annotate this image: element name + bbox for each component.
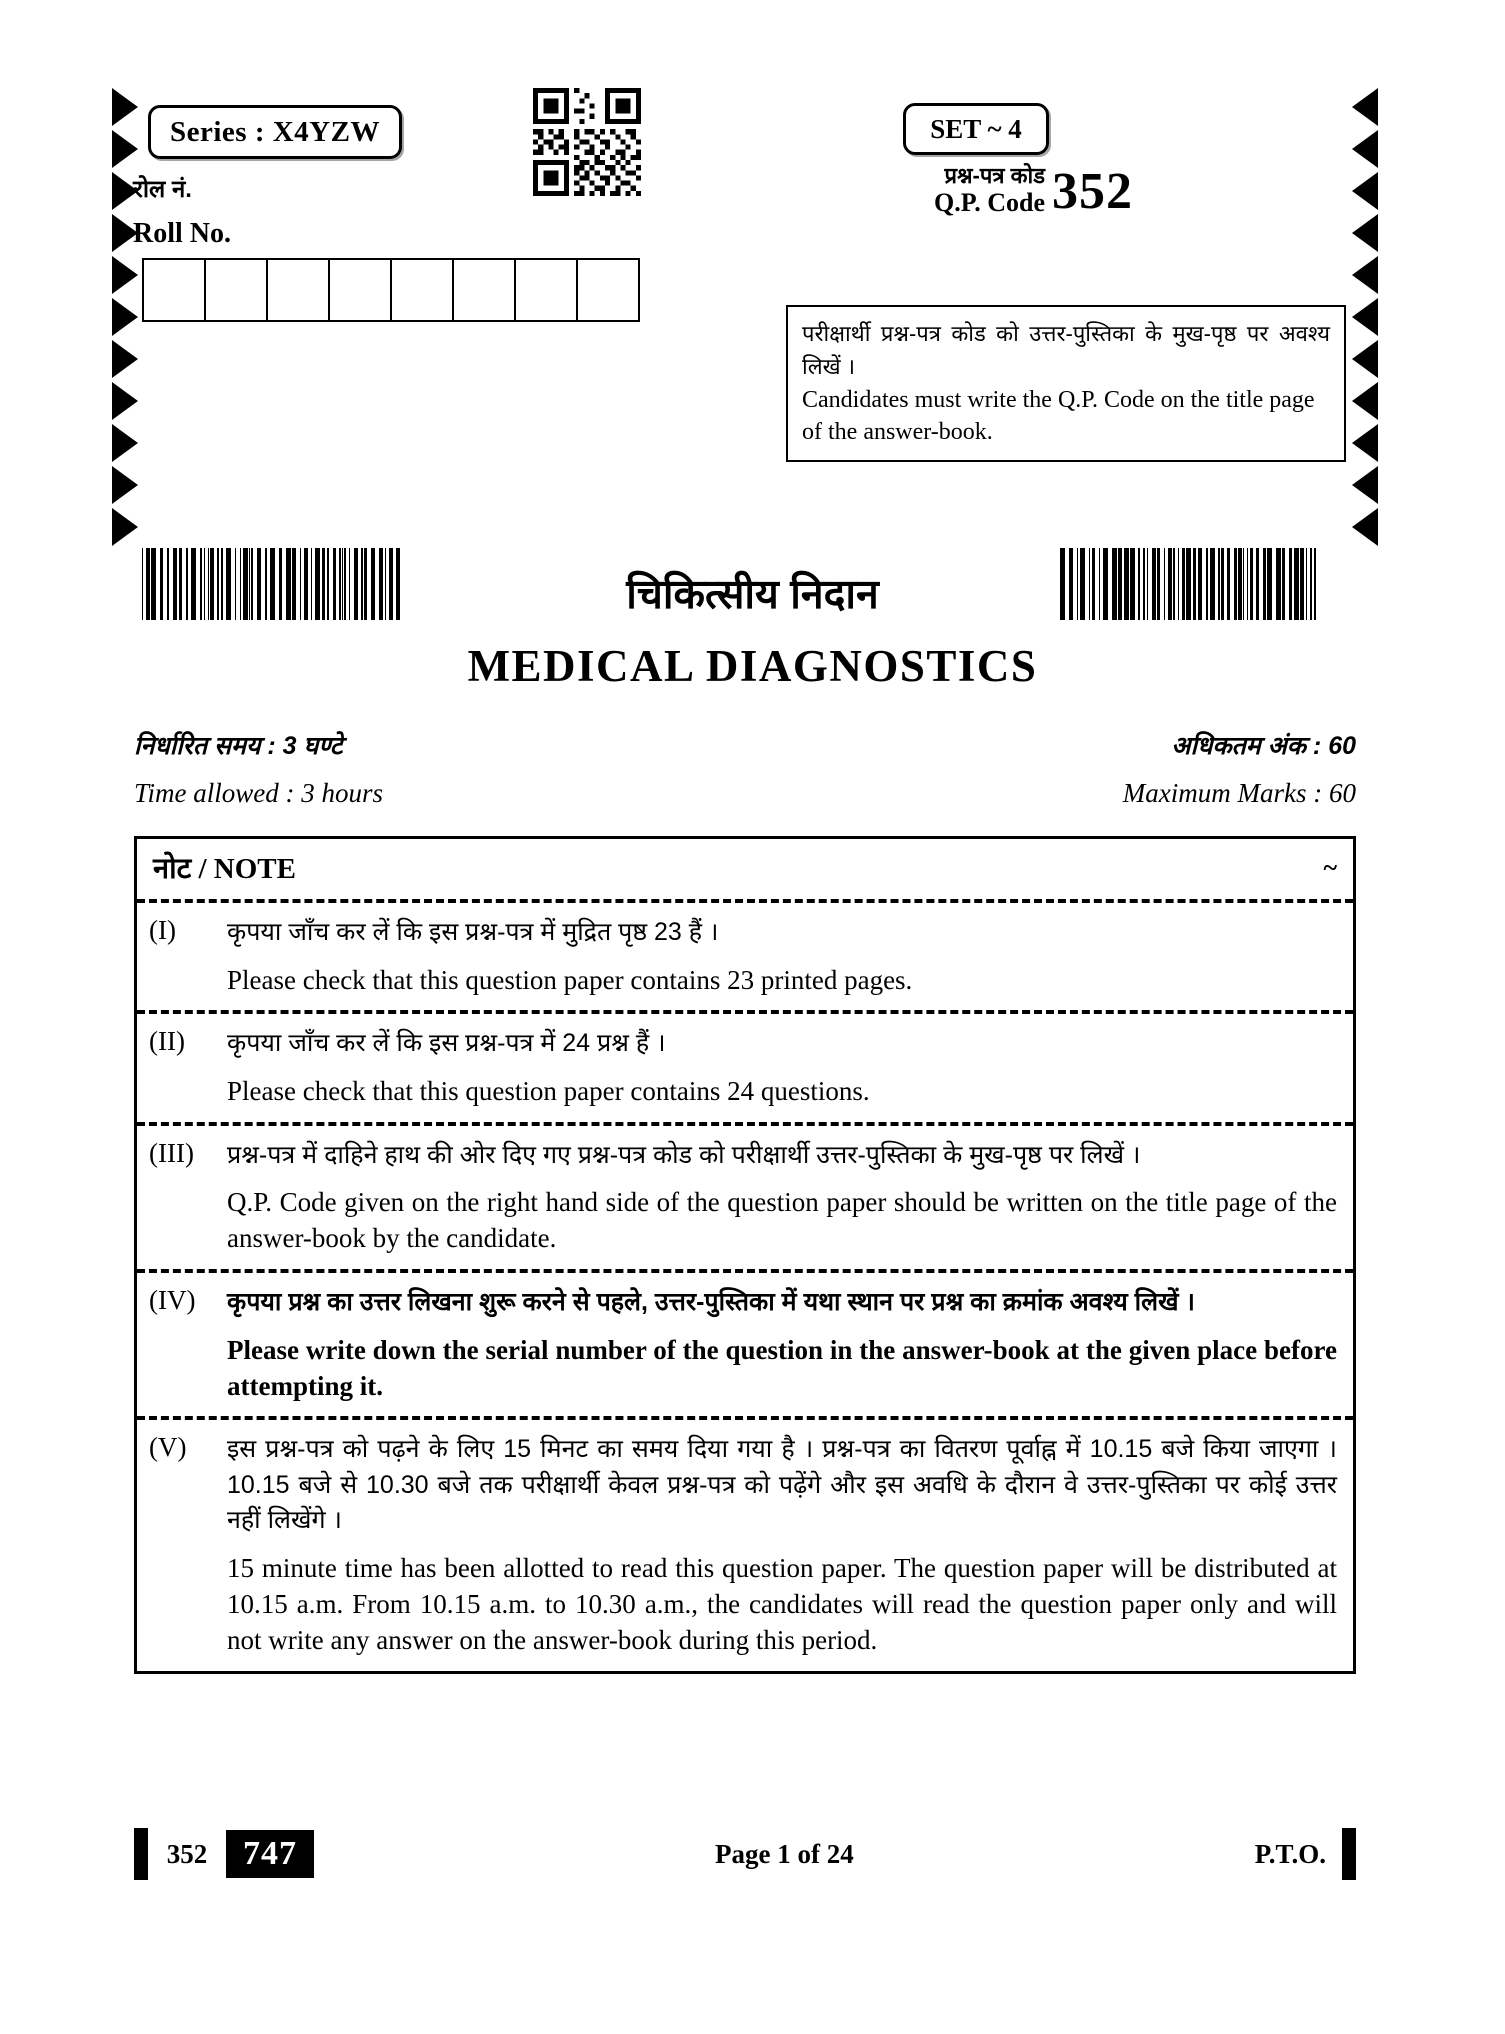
triangle-marker-icon <box>1352 256 1378 294</box>
footer-left-edge <box>134 1828 148 1880</box>
triangle-marker-icon <box>112 298 138 336</box>
triangle-marker-icon <box>1352 466 1378 504</box>
footer-right-edge <box>1342 1828 1356 1880</box>
note-item-english: Please check that this question paper contains 24 questions. <box>227 1075 870 1106</box>
note-item-number: (I) <box>149 915 176 945</box>
triangle-marker-icon <box>1352 298 1378 336</box>
roll-no-cell[interactable] <box>390 258 454 322</box>
note-item-hindi: कृपया प्रश्न का उत्तर लिखना शुरू करने से पहले, उत्तर-पुस्तिका में यथा स्थान पर प्रश्न का क्रमांक अवश्य लिखें । <box>227 1288 1195 1317</box>
meta-row-hindi <box>134 728 1356 762</box>
set-label: SET ~ 4 <box>930 113 1022 144</box>
footer-paper-code: 352 <box>166 1838 208 1869</box>
maximum-marks-english: Maximum Marks : 60 <box>1122 778 1356 808</box>
roll-no-label-hindi: रोल नं. <box>133 176 192 203</box>
triangle-marker-icon <box>1352 88 1378 126</box>
note-item-number: (III) <box>149 1137 194 1168</box>
maximum-marks-hindi: अधिकतम अंक : 60 <box>1171 732 1356 760</box>
triangle-marker-icon <box>112 508 138 546</box>
note-item-hindi: इस प्रश्न-पत्र को पढ़ने के लिए 15 मिनट का समय दिया गया है । प्रश्न-पत्र का वितरण पूर्वाह्न में 10.15 बजे किया जाएगा । 10.15 बजे से 10.30 बजे तक परीक्षार्थी केवल प्रश्न-पत्र को पढ़ेंगे और इस अवधि के दौरान वे उत्तर-पुस्तिका पर कोई उत्तर नहीं लिखेंगे । <box>227 1435 1337 1535</box>
qp-code-label-english: Q.P. Code <box>934 188 1045 218</box>
note-item-body <box>227 1285 1337 1404</box>
triangle-marker-icon <box>1352 508 1378 546</box>
qp-code-block <box>795 163 1045 218</box>
note-heading-row <box>137 839 1353 899</box>
triangle-marker-icon <box>112 88 138 126</box>
triangle-marker-icon <box>1352 424 1378 462</box>
triangle-marker-icon <box>1352 340 1378 378</box>
subject-title-hindi: चिकित्सीय निदान <box>626 571 879 617</box>
triangle-marker-icon <box>112 130 138 168</box>
triangle-marker-icon <box>1352 130 1378 168</box>
roll-no-cell[interactable] <box>514 258 578 322</box>
qr-code-icon <box>533 88 641 196</box>
qp-code-label-hindi: प्रश्न-पत्र कोड <box>944 163 1045 188</box>
time-allowed-hindi: निर्धारित समय : 3 घण्टे <box>134 732 343 760</box>
roll-no-cell[interactable] <box>204 258 268 322</box>
set-box <box>903 103 1049 155</box>
triangle-marker-icon <box>112 256 138 294</box>
triangle-marker-icon <box>1352 172 1378 210</box>
note-item-body <box>227 1026 1337 1109</box>
candidate-instruction-english: Candidates must write the Q.P. Code on the title page of the answer-book. <box>802 387 1315 445</box>
triangle-marker-icon <box>1352 382 1378 420</box>
triangle-marker-icon <box>1352 214 1378 252</box>
triangle-marker-icon <box>112 340 138 378</box>
note-item <box>137 1126 1353 1269</box>
roll-no-input-boxes[interactable] <box>142 258 638 322</box>
footer-pto: P.T.O. <box>1254 1838 1326 1869</box>
series-label: Series : X4YZW <box>170 115 380 148</box>
note-item-english: 15 minute time has been allotted to read this question paper. The question paper will be distributed at 10.15 a.m. From 10.15 a.m. to 10.30 a.m., the candidates will read the question paper only and will not write any answer on the answer-book during this period. <box>227 1552 1337 1655</box>
footer-page-number: Page 1 of 24 <box>715 1838 854 1869</box>
roll-no-cell[interactable] <box>328 258 392 322</box>
note-item <box>137 1420 1353 1670</box>
right-arrow-strip <box>1352 88 1398 546</box>
series-box <box>148 105 402 159</box>
time-allowed-english: Time allowed : 3 hours <box>134 778 384 808</box>
note-item-english: Q.P. Code given on the right hand side of the question paper should be written on the title page of the answer-book by the candidate. <box>227 1187 1337 1254</box>
note-item-body <box>227 1138 1337 1257</box>
roll-no-cell[interactable] <box>576 258 640 322</box>
tilde-mark: ~ <box>1323 852 1337 882</box>
note-heading: नोट / NOTE <box>153 853 296 885</box>
note-item-hindi: कृपया जाँच कर लें कि इस प्रश्न-पत्र में मुद्रित पृष्ठ 23 हैं । <box>227 918 719 946</box>
note-item-number: (IV) <box>149 1285 196 1316</box>
roll-no-cell[interactable] <box>266 258 330 322</box>
note-item-hindi: प्रश्न-पत्र में दाहिने हाथ की ओर दिए गए प्रश्न-पत्र कोड को परीक्षार्थी उत्तर-पुस्तिका के मुख-पृष्ठ पर लिखें । <box>227 1140 1141 1169</box>
qp-code-value: 352 <box>1052 163 1133 220</box>
roll-no-label-english: Roll No. <box>133 218 231 249</box>
note-item-hindi: कृपया जाँच कर लें कि इस प्रश्न-पत्र में 24 प्रश्न हैं । <box>227 1029 666 1058</box>
footer-badge: 747 <box>226 1830 314 1878</box>
note-item-number: (V) <box>149 1432 187 1463</box>
page-footer <box>134 1828 1356 1880</box>
note-box <box>134 836 1356 1674</box>
note-item <box>137 903 1353 1010</box>
note-item <box>137 1014 1353 1121</box>
triangle-marker-icon <box>112 466 138 504</box>
note-item-english: Please check that this question paper contains 23 printed pages. <box>227 964 913 995</box>
roll-no-cell[interactable] <box>452 258 516 322</box>
subject-title-english: MEDICAL DIAGNOSTICS <box>467 641 1038 691</box>
note-items-list <box>137 899 1353 1671</box>
note-item-number: (II) <box>149 1026 185 1057</box>
candidate-instruction-hindi: परीक्षार्थी प्रश्न-पत्र कोड को उत्तर-पुस्तिका के मुख-पृष्ठ पर अवश्य लिखें । <box>802 321 1330 379</box>
note-item-body <box>227 915 1337 998</box>
roll-no-cell[interactable] <box>142 258 206 322</box>
meta-row-english <box>134 778 1356 809</box>
triangle-marker-icon <box>112 382 138 420</box>
candidate-instruction-box <box>786 305 1346 462</box>
note-item <box>137 1273 1353 1416</box>
triangle-marker-icon <box>112 424 138 462</box>
note-item-english: Please write down the serial number of the question in the answer-book at the given place before attempting it. <box>227 1334 1337 1401</box>
note-item-body <box>227 1432 1337 1658</box>
